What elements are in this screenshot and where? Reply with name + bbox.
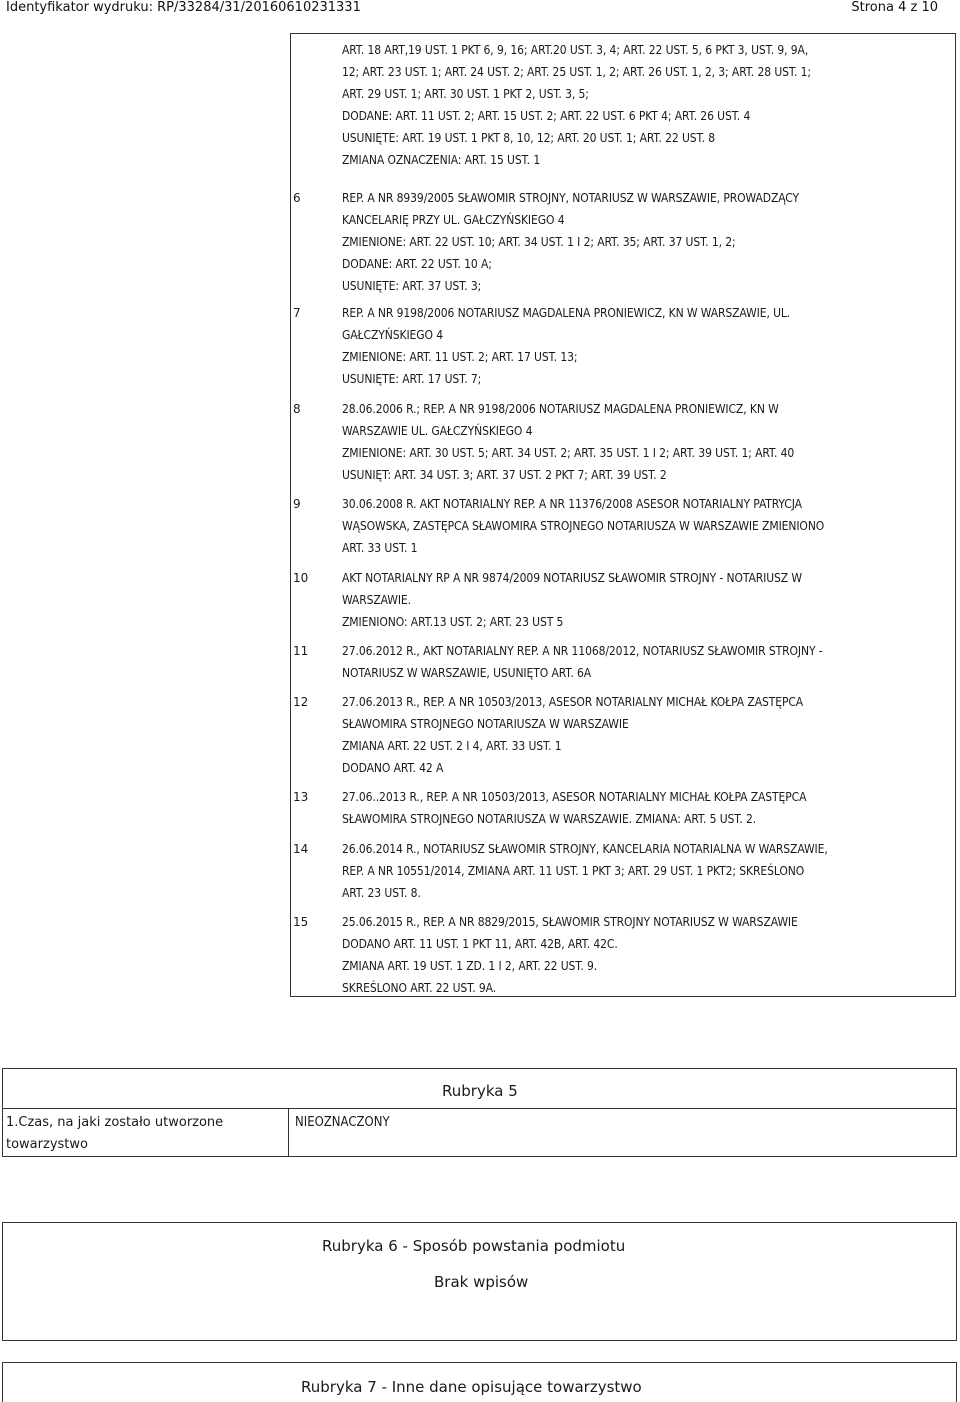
text-line: SKREŚLONO ART. 22 UST. 9A. [342,981,497,995]
rubryka-5-section [2,1068,957,1157]
text-line: KANCELARIĘ PRZY UL. GAŁCZYŃSKIEGO 4 [342,213,565,227]
text-line: DODANE: ART. 22 UST. 10 A; [342,257,492,271]
text-line: ZMIANA ART. 19 UST. 1 ZD. 1 I 2, ART. 22 UST. 9. [342,959,598,973]
entry-text [342,187,952,297]
entry-number: 14 [293,842,309,856]
text-line: ZMIANA OZNACZENIA: ART. 15 UST. 1 [342,153,541,167]
text-line: ZMIENIONE: ART. 30 UST. 5; ART. 34 UST. 2; ART. 35 UST. 1 I 2; ART. 39 UST. 1; ART. 40 [342,446,795,460]
text-line: 28.06.2006 R.; REP. A NR 9198/2006 NOTARIUSZ MAGDALENA PRONIEWICZ, KN W [342,402,779,416]
field-row [3,1108,956,1156]
text-line: 26.06.2014 R., NOTARIUSZ SŁAWOMIR STROJNY, KANCELARIA NOTARIALNA W WARSZAWIE, [342,842,828,856]
text-line: SŁAWOMIRA STROJNEGO NOTARIUSZA W WARSZAWIE. ZMIANA: ART. 5 UST. 2. [342,812,757,826]
text-line: USUNIĘTE: ART. 17 UST. 7; [342,372,482,386]
rubryka-7-section [2,1362,957,1402]
text-line: WĄSOWSKA, ZASTĘPCA SŁAWOMIRA STROJNEGO NOTARIUSZA W WARSZAWIE ZMIENIONO [342,519,825,533]
entry-number: 9 [293,497,301,511]
field-value: NIEOZNACZONY [295,1115,390,1130]
entry-number: 15 [293,915,309,929]
entry-number: 12 [293,695,309,709]
text-line: 27.06.2013 R., REP. A NR 10503/2013, ASESOR NOTARIALNY MICHAŁ KOŁPA ZASTĘPCA [342,695,804,709]
entry-number: 13 [293,790,309,804]
column-divider [288,1109,289,1156]
text-line: 27.06.2012 R., AKT NOTARIALNY REP. A NR 11068/2012, NOTARIUSZ SŁAWOMIR STROJNY - [342,644,823,658]
section-title: Rubryka 7 - Inne dane opisujące towarzystwo [301,1378,642,1396]
text-line: 25.06.2015 R., REP. A NR 8829/2015, SŁAWOMIR STROJNY NOTARIUSZ W WARSZAWIE [342,915,798,929]
page-number: Strona 4 z 10 [851,0,938,15]
entry-text [342,493,952,559]
entry-text [342,691,952,779]
text-line: GAŁCZYŃSKIEGO 4 [342,328,444,342]
text-line: REP. A NR 9198/2006 NOTARIUSZ MAGDALENA PRONIEWICZ, KN W WARSZAWIE, UL. [342,306,791,320]
text-line: ART. 29 UST. 1; ART. 30 UST. 1 PKT 2, UST. 3, 5; [342,87,589,101]
text-line: ART. 23 UST. 8. [342,886,421,900]
text-line: AKT NOTARIALNY RP A NR 9874/2009 NOTARIUSZ SŁAWOMIR STROJNY - NOTARIUSZ W [342,571,803,585]
text-line: NOTARIUSZ W WARSZAWIE, USUNIĘTO ART. 6A [342,666,592,680]
text-line: ZMIENIONE: ART. 11 UST. 2; ART. 17 UST. 13; [342,350,578,364]
text-line: DODANE: ART. 11 UST. 2; ART. 15 UST. 2; ART. 22 UST. 6 PKT 4; ART. 26 UST. 4 [342,109,751,123]
entry-text [342,640,952,684]
rubryka-6-section [2,1222,957,1341]
entry-text [342,911,952,999]
field-label: 1.Czas, na jaki zostało utworzone towarzystwo [6,1115,224,1152]
text-line: ZMIANA ART. 22 UST. 2 I 4, ART. 33 UST. 1 [342,739,562,753]
continuation-text [342,39,811,171]
entry-number: 8 [293,402,301,416]
entry-number: 7 [293,306,301,320]
entry-text [342,398,952,486]
text-line: REP. A NR 8939/2005 SŁAWOMIR STROJNY, NOTARIUSZ W WARSZAWIE, PROWADZĄCY [342,191,800,205]
text-line: 12; ART. 23 UST. 1; ART. 24 UST. 2; ART. 25 UST. 1, 2; ART. 26 UST. 1, 2, 3; ART. 28 UST. 1; [342,65,811,79]
text-line: 30.06.2008 R. AKT NOTARIALNY REP. A NR 11376/2008 ASESOR NOTARIALNY PATRYCJA [342,497,802,511]
amendments-table [290,33,956,997]
text-line: USUNIĘT: ART. 34 UST. 3; ART. 37 UST. 2 PKT 7; ART. 39 UST. 2 [342,468,667,482]
print-identifier: Identyfikator wydruku: RP/33284/31/20160610231331 [6,0,361,15]
text-line: WARSZAWIE. [342,593,411,607]
text-line: WARSZAWIE UL. GAŁCZYŃSKIEGO 4 [342,424,533,438]
text-line: DODANO ART. 11 UST. 1 PKT 11, ART. 42B, ART. 42C. [342,937,618,951]
text-line: 27.06..2013 R., REP. A NR 10503/2013, ASESOR NOTARIALNY MICHAŁ KOŁPA ZASTĘPCA [342,790,807,804]
text-line: USUNIĘTE: ART. 37 UST. 3; [342,279,482,293]
entry-text [342,302,952,390]
text-line: USUNIĘTE: ART. 19 UST. 1 PKT 8, 10, 12; ART. 20 UST. 1; ART. 22 UST. 8 [342,131,716,145]
text-line: ZMIENIONO: ART.13 UST. 2; ART. 23 UST 5 [342,615,564,629]
text-line: ART. 33 UST. 1 [342,541,418,555]
text-line: SŁAWOMIRA STROJNEGO NOTARIUSZA W WARSZAWIE [342,717,629,731]
entry-number: 10 [293,571,309,585]
entry-number: 6 [293,191,301,205]
text-line: ZMIENIONE: ART. 22 UST. 10; ART. 34 UST. 1 I 2; ART. 35; ART. 37 UST. 1, 2; [342,235,736,249]
page-header [6,0,938,16]
entry-text [342,786,952,830]
text-line: REP. A NR 10551/2014, ZMIANA ART. 11 UST. 1 PKT 3; ART. 29 UST. 1 PKT2; SKREŚLONO [342,864,805,878]
text-line: ART. 18 ART,19 UST. 1 PKT 6, 9, 16; ART.20 UST. 3, 4; ART. 22 UST. 5, 6 PKT 3, UST. 9, 9A, [342,43,809,57]
text-line: DODANO ART. 42 A [342,761,444,775]
entry-text [342,567,952,633]
entry-number: 11 [293,644,309,658]
entry-text [342,838,952,904]
section-title: Rubryka 6 - Sposób powstania podmiotu [322,1237,626,1255]
section-value: Brak wpisów [434,1273,529,1291]
section-title: Rubryka 5 [442,1082,518,1100]
